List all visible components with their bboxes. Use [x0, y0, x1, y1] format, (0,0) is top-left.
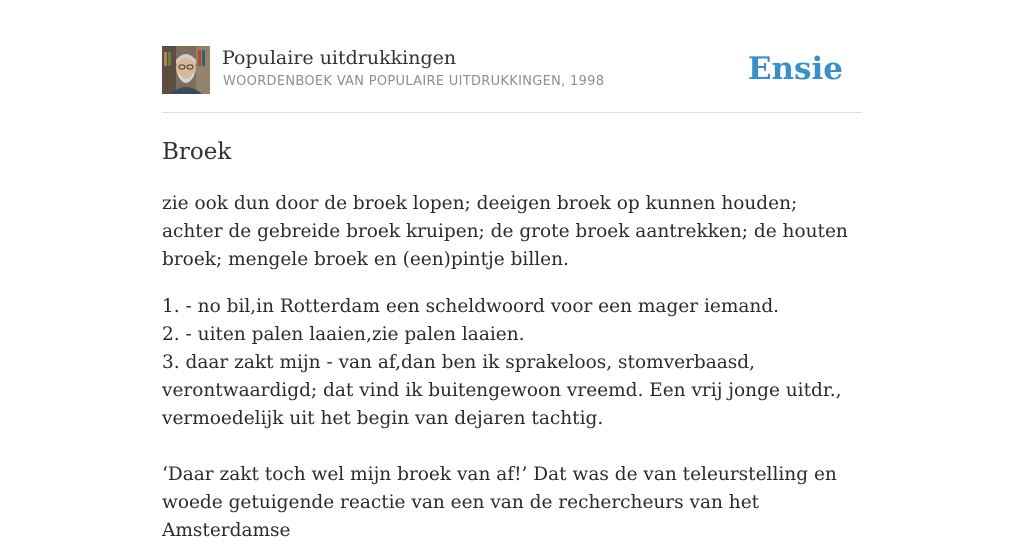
see-also-paragraph: zie ook dun door de broek lopen; deeigen broek op kunnen houden; achter de gebreide broek kruipen; de grote broek aantrekken; de houten broek; mengele broek en (een)pintje billen. [162, 193, 848, 270]
header-divider [162, 112, 862, 113]
author-avatar[interactable] [162, 46, 210, 94]
entry-title: Broek [162, 139, 232, 165]
definitions-list [162, 293, 862, 433]
definition-item: 2. - uiten palen laaien,zie palen laaien. [162, 324, 525, 345]
entry-header [162, 46, 862, 96]
quote-paragraph: ‘Daar zakt toch wel mijn broek van af!’ Dat was de van teleurstelling en woede getuigende reactie van een van de rechercheurs van het Amsterdamse [162, 464, 837, 541]
definition-item: 3. daar zakt mijn - van af,dan ben ik sprakeloos, stomverbaasd, verontwaardigd; dat vind ik buitengewoon vreemd. Een vrij jonge uitdr., vermoedelijk uit het begin van dejaren tachtig. [162, 352, 842, 429]
ensie-logo-link[interactable]: Ensie [747, 51, 843, 87]
paragraph-spacer [162, 433, 862, 461]
entry-card [162, 0, 862, 541]
source-subtitle: WOORDENBOEK VAN POPULAIRE UITDRUKKINGEN, 1998 [223, 74, 605, 89]
definition-item: 1. - no bil,in Rotterdam een scheldwoord voor een mager iemand. [162, 296, 780, 317]
author-photo [162, 46, 210, 94]
source-title[interactable]: Populaire uitdrukkingen [222, 47, 457, 69]
entry-body [162, 190, 862, 545]
